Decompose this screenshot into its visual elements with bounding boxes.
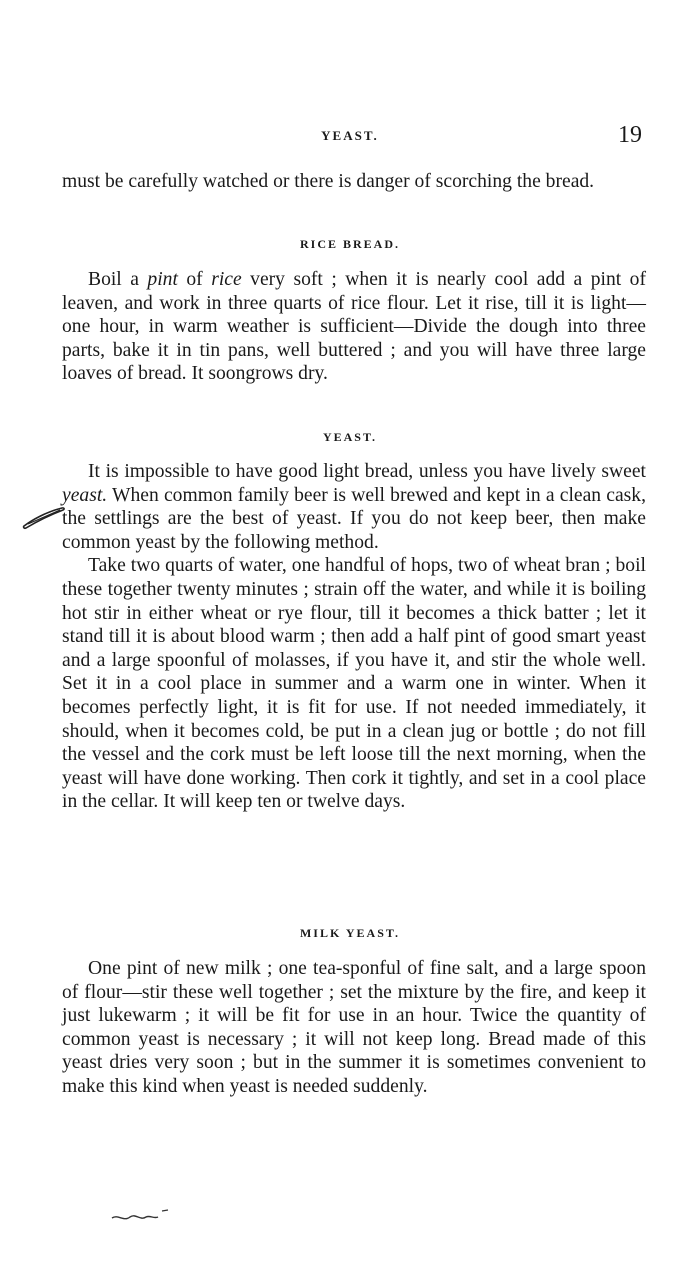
yeast-paragraph-2: Take two quarts of water, one handful of hops, two of wheat bran ; boil these together twenty minutes ; strain off the water, and while it is boiling hot stir in either wheat or rye flour, till it becomes a thick batter ; let it stand till it is about blood warm ; then add a half pint of good smart yeast and a large spoonful of molasses, if you have it, and stir the whole well. Set it in a cool place in summer and a warm one in winter. When it becomes perfectly light, it is fit for use. If not needed immediately, it should, when it becomes cold, be put in a clean jug or bottle ; do not fill the vessel and the cork must be left loose till the next morning, when the yeast will have done working. Then cork it tightly, and set in a cool place in the cellar. It will keep ten or twelve days.: [62, 555, 646, 813]
yeast-paragraph-1: It is impossible to have good light bread, unless you have lively sweet yeast. When common family beer is well brewed and kept in a clean cask, the settlings are the best of yeast. If you do not keep beer, then make common yeast by the following method.: [62, 461, 646, 553]
running-title: YEAST.: [321, 128, 379, 143]
continuation-paragraph: [62, 170, 646, 194]
yeast-body: [62, 460, 646, 814]
continuation-text: must be carefully watched or there is danger of scorching the bread.: [62, 171, 595, 192]
milk-yeast-body: [62, 957, 646, 1099]
rice-bread-paragraph: Boil a pint of rice very soft ; when it is nearly cool add a pint of leaven, and work in three quarts of rice flour. Let it rise, till it is light—one hour, in warm weather is sufficient—Divide the dough into three parts, bake it in tin pans, well buttered ; and you will have three large loaves of bread. It soongrows dry.: [62, 269, 646, 385]
milk-yeast-paragraph: One pint of new milk ; one tea-sponful of fine salt, and a large spoon of flour—stir these well together ; set the mixture by the fire, and keep it just lukewarm ; it will be fit for use in an hour. Twice the quantity of common yeast is necessary ; it will not keep long. Bread made of this yeast dries very soon ; but in the summer it is sometimes convenient to make this kind when yeast is needed suddenly.: [62, 958, 646, 1097]
printer-ornament-icon: [110, 1206, 180, 1226]
section-heading-yeast: YEAST.: [322, 430, 378, 444]
pen-stroke-icon: [22, 504, 66, 530]
page-number: 19: [618, 122, 642, 148]
rice-bread-body: [62, 268, 646, 386]
section-heading-rice-bread: RICE BREAD.: [299, 237, 400, 251]
section-heading-milk-yeast: MILK YEAST.: [299, 926, 400, 940]
